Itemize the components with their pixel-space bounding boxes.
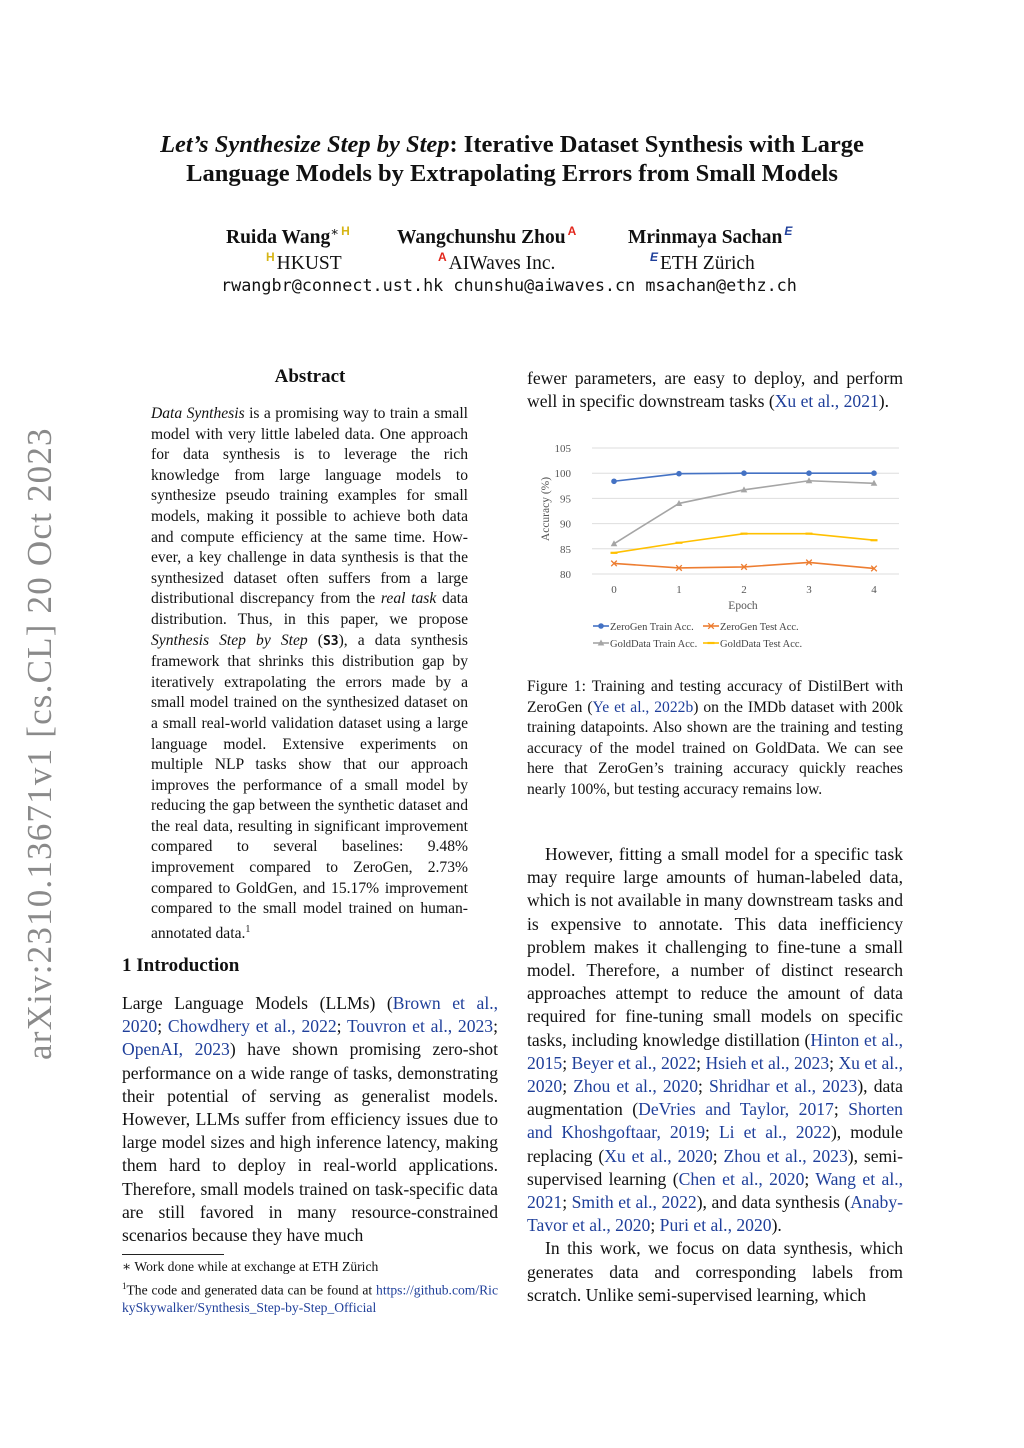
chart-x-axis-label: Epoch bbox=[728, 600, 758, 612]
affiliation-1: $^H$ HKUST bbox=[266, 250, 342, 274]
citation-hsieh[interactable]: Hsieh et al., 2023 bbox=[705, 1052, 830, 1073]
y-tick-85: 85 bbox=[560, 543, 571, 556]
legend-marker-0 bbox=[598, 623, 604, 629]
legend-label-0: ZeroGen Train Acc. bbox=[610, 622, 694, 633]
series-3-line bbox=[614, 534, 874, 553]
title-line1-rest: : Iterative Dataset Synthesis with Large bbox=[449, 131, 864, 158]
x-tick-0: 0 bbox=[611, 584, 617, 596]
series-3 bbox=[611, 534, 878, 553]
chart-y-tick-labels bbox=[555, 443, 572, 581]
author-2: Wangchunshu Zhou $^A$ bbox=[397, 224, 577, 248]
citation-ye-2022b[interactable]: Ye et al., 2022b bbox=[592, 698, 694, 716]
citation-touvron[interactable]: Touvron et al., 2023 bbox=[347, 1016, 494, 1037]
affiliation-3: $^E$ ETH Zürich bbox=[650, 250, 755, 274]
y-tick-105: 105 bbox=[554, 443, 571, 455]
affiliation-2: $^A$ AIWaves Inc. bbox=[438, 250, 556, 274]
series-0-point-4 bbox=[871, 470, 877, 476]
citation-chowdhery[interactable]: Chowdhery et al., 2022 bbox=[167, 1016, 337, 1037]
citation-li[interactable]: Li et al., 2022 bbox=[718, 1122, 831, 1143]
chart-gridlines bbox=[592, 448, 899, 574]
intro-paragraph: Large Language Models (LLMs) (Brown et al., 2020; Chowdhery et al., 2022; Touvron et al., 2023; OpenAI, 2023) have shown promising zero-shot performance on a wide range of tasks, demonstrating their potential of serving as generalist models. However, LLMs suffer from efficiency issues due to large model sizes and high inference latency, making them hard to deploy in real-world applications. Therefore, small models trained on task-specific data are still favored in many resource-constrained scenarios because they have much bbox=[122, 993, 499, 1246]
citation-zhou-2020[interactable]: Zhou et al., 2020 bbox=[573, 1076, 699, 1097]
series-0-point-2 bbox=[741, 470, 747, 476]
y-tick-100: 100 bbox=[554, 468, 571, 481]
citation-devries[interactable]: DeVries and Taylor, 2017 bbox=[638, 1099, 834, 1120]
legend-label-2: GoldData Train Acc. bbox=[610, 639, 698, 650]
y-tick-95: 95 bbox=[560, 493, 571, 506]
figure-1-caption: Figure 1: Training and testing accuracy of DistilBert with ZeroGen (Ye et al., 2022b) on the IMDb dataset with 200k training datapoints. Also shown are the training and testing accuracy of the model trained on GoldData. We can see here that ZeroGen’s training accuracy quickly reaches nearly 100%, but testing accuracy remains low. bbox=[527, 678, 903, 798]
series-0-point-0 bbox=[611, 478, 617, 484]
related-work-paragraph: However, fitting a small model for a specific task may require large amounts of human-labeled data, which is not available in many downstream tasks and is expensive to annotate. This data inefficiency problem makes it challenging to fine-tune a small model. Therefore, a number of distinct research approaches attempt to reduce the amount of data required for fine-tuning small models on specific tasks, including knowledge distillation (Hinton et al., 2015; Beyer et al., 2022; Hsieh et al., 2023; Xu et al., 2020; Zhou et al., 2020; Shridhar et al., 2023), data augmentation (DeVries and Taylor, 2017; Shorten and Khoshgoftaar, 2019; Li et al., 2022), module replacing (Xu et al., 2020; Zhou et al., 2023), semi-supervised learning (Chen et al., 2020; Wang et al., 2021; Smith et al., 2022), and data synthesis (Anaby-Tavor et al., 2020; Puri et al., 2020). bbox=[527, 844, 904, 1236]
citation-xu-2020b[interactable]: Xu et al., 2020 bbox=[604, 1145, 713, 1166]
citation-smith[interactable]: Smith et al., 2022 bbox=[571, 1192, 697, 1213]
x-tick-4: 4 bbox=[871, 584, 877, 596]
author-emails: rwangbr@connect.ust.hk chunshu@aiwaves.cn msachan@ethz.ch bbox=[221, 275, 797, 295]
citation-shorten[interactable]: Shorten and Khoshgoftaar, 2019 bbox=[527, 1099, 903, 1143]
citation-brown[interactable]: Brown et al., 2020 bbox=[122, 993, 499, 1037]
chart-x-tick-labels bbox=[611, 584, 877, 596]
citation-xu-2021[interactable]: Xu et al., 2021 bbox=[774, 391, 879, 412]
series-0-point-1 bbox=[676, 471, 682, 477]
footnote-rule bbox=[122, 1254, 224, 1255]
footnote-star: ∗ Work done while at exchange at ETH Zürich bbox=[122, 1259, 379, 1274]
citation-chen[interactable]: Chen et al., 2020 bbox=[678, 1168, 805, 1189]
citation-xu-2020[interactable]: Xu et al., 2020 bbox=[527, 1052, 903, 1097]
section-heading-introduction: 1 Introduction bbox=[122, 955, 240, 976]
footnote-1: $^1$The code and generated data can be found at https://github.com/RickySkywalker/Synthesis_Step-by-Step_Official bbox=[122, 1281, 498, 1315]
citation-zhou-2023[interactable]: Zhou et al., 2023 bbox=[723, 1145, 848, 1166]
citation-beyer[interactable]: Beyer et al., 2022 bbox=[571, 1052, 697, 1073]
y-tick-90: 90 bbox=[560, 518, 571, 531]
citation-openai[interactable]: OpenAI, 2023 bbox=[122, 1039, 230, 1060]
chart-series bbox=[611, 470, 878, 571]
series-0-point-3 bbox=[806, 470, 812, 476]
y-tick-80: 80 bbox=[560, 569, 571, 581]
citation-shridhar[interactable]: Shridhar et al., 2023 bbox=[709, 1076, 858, 1097]
figure-1-chart bbox=[527, 432, 907, 664]
series-1 bbox=[611, 560, 877, 572]
paper-title bbox=[110, 130, 914, 188]
abstract-body: Data Synthesis is a promising way to train a small model with very little labeled data. One approach for data synthesis is to leverage the rich knowledge from large language models to synthesize pseudo training examples for small models, making it possible to achieve both data and compute efficiency at the same time. However, a key challenge in data synthesis is that the synthesized dataset often suffers from a large distributional discrepancy from the real task data distribution. Thus, in this paper, we propose Synthesis Step by Step (S3), a data synthesis framework that shrinks this distribution gap by iteratively extrapolating the errors made by a small model trained on the synthesized dataset on a small real-world validation dataset using a large language model. Extensive experiments on multiple NLP tasks show that our approach improves the performance of a small model by reducing the gap between the synthetic dataset and the real data, resulting in significant improvement compared to several baselines: 9.48% improvement compared to ZeroGen, 2.73% compared to GoldGen, and 15.17% improvement compared to the small model trained on human-annotated data.$^1$ bbox=[151, 405, 468, 943]
arxiv-sidebar-id: arXiv:2310.13671v1 [cs.CL] 20 Oct 2023 bbox=[20, 427, 59, 1060]
author-1: Ruida Wang∗ $^H$ bbox=[226, 224, 350, 248]
citation-wang[interactable]: Wang et al., 2021 bbox=[527, 1168, 904, 1213]
x-tick-1: 1 bbox=[676, 584, 682, 596]
title-line2: Language Models by Extrapolating Errors from Small Models bbox=[186, 160, 838, 187]
x-tick-2: 2 bbox=[741, 584, 747, 596]
right-column-body bbox=[527, 843, 903, 1307]
chart-legend bbox=[593, 622, 802, 650]
citation-anaby-tavor[interactable]: Anaby-Tavor et al., 2020 bbox=[527, 1192, 903, 1236]
legend-label-3: GoldData Test Acc. bbox=[720, 639, 803, 650]
author-3: Mrinmaya Sachan $^E$ bbox=[628, 224, 793, 248]
code-link[interactable]: https://github.com/RickySkywalker/Synthesis_Step-by-Step_Official bbox=[122, 1282, 498, 1315]
abstract-heading: Abstract bbox=[274, 366, 346, 387]
chart-y-axis-label: Accuracy (%) bbox=[540, 476, 552, 542]
title-italic-part: Let’s Synthesize Step by Step bbox=[160, 131, 450, 158]
this-work-paragraph: In this work, we focus on data synthesis, which generates data and corresponding labels from scratch. Unlike semi-supervised learning, which bbox=[527, 1238, 903, 1305]
citation-hinton[interactable]: Hinton et al., 2015 bbox=[527, 1029, 903, 1073]
citation-puri[interactable]: Puri et al., 2020 bbox=[659, 1215, 772, 1236]
right-column-top-text: fewer parameters, are easy to deploy, and perform well in specific downstream tasks (Xu et al., 2021). bbox=[527, 368, 903, 412]
x-tick-3: 3 bbox=[806, 584, 812, 596]
legend-label-1: ZeroGen Test Acc. bbox=[720, 622, 799, 633]
